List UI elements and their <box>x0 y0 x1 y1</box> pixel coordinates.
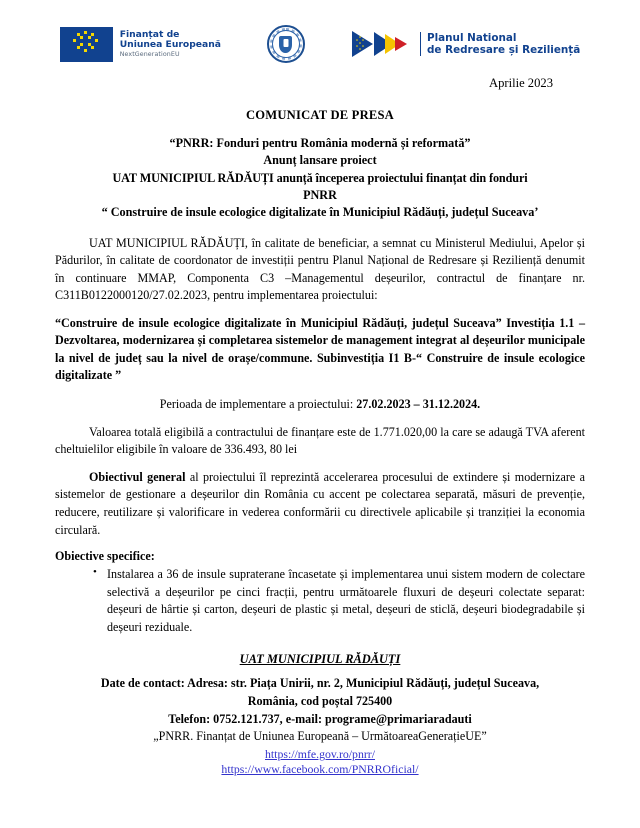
footer-link-facebook[interactable]: https://www.facebook.com/PNRROficial/ <box>221 762 419 777</box>
contact-address-line-2: România, cod poștal 725400 <box>247 694 393 709</box>
contact-address-line-1: Date de contact: Adresa: str. Piața Unirii, nr. 2, Municipiul Rădăuți, județul Suceava, <box>100 676 540 691</box>
footer-link-mfe[interactable]: https://mfe.gov.ro/pnrr/ <box>265 746 375 761</box>
seal-crest <box>279 36 292 53</box>
project-title-block <box>55 135 585 222</box>
implementation-period <box>55 397 585 412</box>
general-objective-label: Obiectivul general <box>89 469 186 484</box>
eu-funding-logo <box>60 27 221 62</box>
specific-objectives-heading: Obiective specifice: <box>55 549 155 564</box>
pnrr-logo <box>351 29 580 59</box>
logo-strip <box>0 0 640 62</box>
footer-slogan: „PNRR. Finanțat de Uniunea Europeană – UrmătoareaGenerațieUE” <box>153 728 487 743</box>
romanian-government-seal-icon <box>267 25 305 63</box>
eu-logo-line3: NextGenerationEU <box>119 51 180 59</box>
eu-logo-line1: Finanțat de <box>119 28 180 40</box>
title-line-1: “PNRR: Fonduri pentru România modernă și reformată” <box>169 136 471 150</box>
implementation-period-label: Perioada de implementare a proiectului: <box>159 396 357 411</box>
intro-paragraph: UAT MUNICIPIUL RĂDĂUȚI, în calitate de beneficiar, a semnat cu Ministerul Mediului, Apelor și Pădurilor, în calitate de coordonator de investiții pentru Planul Național de Redresare și Reziliență denumit în continuare MMAP, Componenta C3 –Managementul deșeurilor, contractul de finanțare nr. C311B0122000120/27.02.2023, pentru implementarea proiectului: <box>55 235 585 303</box>
list-item: • Instalarea a 36 de insule supraterane încasetate și implementarea unui sistem modern de colectare selectivă a deșeurilor pe cinci fracții, pentru următoarele fluxuri de deșeuri colectate separat: deșeuri de hârtie și carton, deșeuri de plastic și metal, deșeuri de sticlă, deșeuri biodegradabile și deșeuri reziduale. <box>93 566 585 636</box>
specific-objectives-list <box>55 566 585 636</box>
document-date: Aprilie 2023 <box>488 76 553 90</box>
pnrr-logo-line1: Planul National <box>426 31 517 44</box>
document-content <box>0 76 640 729</box>
implementation-period-value: 27.02.2023 – 31.12.2024. <box>356 396 481 411</box>
title-line-2: Anunț lansare proiect <box>263 153 377 168</box>
contact-organization: UAT MUNICIPIUL RĂDĂUȚI <box>239 652 401 667</box>
contract-value-paragraph: Valoarea totală eligibilă a contractului de finanțare este de 1.771.020,00 la care se adaugă TVA aferent cheltuielilor eligibile în valoare de 336.493, 80 lei <box>55 424 585 457</box>
general-objective-text: al proiectului îl reprezintă accelerarea procesului de extindere și modernizare a sistemelor de gestionare a deșeurilor din România cu accent pe colectarea separată, măsuri de prevenție, reducere, reutilizare și valorificare in vederea conformării cu directivele aplicabile și tranziției la economia circulară. <box>55 469 585 537</box>
eu-logo-text <box>120 30 221 59</box>
project-scope-paragraph: “Construire de insule ecologice digitalizate în Municipiul Rădăuți, județul Suceava” Investiția 1.1 – Dezvoltarea, modernizarea și completarea sistemelor de management integrat al deșeurilor municipale la nivel de județ sau la nivel de orașe/commune. Subinvestiția I1 B-“ Construire de insule ecologice digitalizate ” <box>55 315 585 383</box>
contact-block <box>55 652 585 728</box>
pnrr-logo-line2: de Redresare și Reziliență <box>426 44 581 56</box>
title-line-3: UAT MUNICIPIUL RĂDĂUȚI anunță începerea proiectului finanțat din fonduri <box>112 170 528 185</box>
pnrr-arrows-icon <box>351 29 413 59</box>
general-objective-paragraph <box>55 469 585 539</box>
contact-phone-email: Telefon: 0752.121.737, e-mail: programe@primariaradauti <box>168 712 472 727</box>
pnrr-logo-text <box>420 32 580 57</box>
page-title: COMUNICAT DE PRESA <box>246 108 394 122</box>
title-line-5: “ Construire de insule ecologice digitalizate în Municipiul Rădăuți, județul Suceava’ <box>101 205 539 220</box>
eu-logo-line2: Uniunea Europeană <box>119 38 221 50</box>
footer <box>0 729 640 778</box>
eu-flag-icon <box>60 27 113 62</box>
title-line-4: PNRR <box>303 187 337 202</box>
